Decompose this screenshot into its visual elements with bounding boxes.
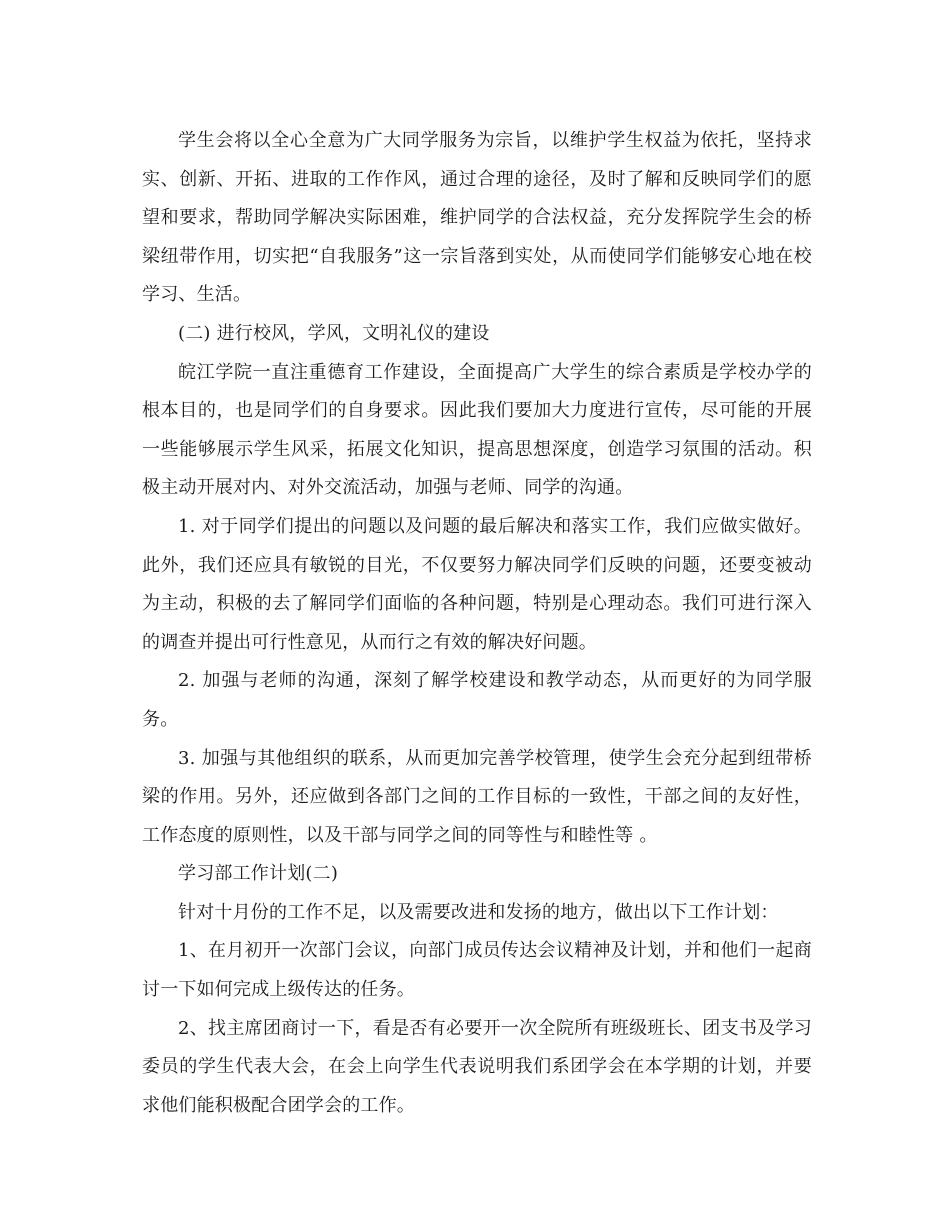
paragraph-item-2-teacher-communication: 2. 加强与老师的沟通，深刻了解学校建设和教学动态，从而更好的为同学服务。: [142, 670, 812, 730]
document-body: [142, 122, 812, 1125]
paragraph-item-1-problem-solving: 1. 对于同学们提出的问题以及问题的最后解决和落实工作，我们应做实做好。此外，我们还应具有敏锐的目光，不仅要努力解决同学们反映的问题，还要变被动为主动，积极的去了解同学们面临的各种问题，特别是心理动态。我们可进行深入的调查并提出可行性意见，从而行之有效的解决好问题。: [142, 515, 812, 653]
paragraph-student-union-purpose: 学生会将以全心全意为广大同学服务为宗旨，以维护学生权益为依托，坚持求实、创新、开拓、进取的工作作风，通过合理的途径，及时了解和反映同学们的愿望和要求，帮助同学解决实际困难，维护同学的合法权益，充分发挥院学生会的桥梁纽带作用，切实把“自我服务”这一宗旨落到实处，从而使同学们能够安心地在校学习、生活。: [142, 130, 812, 306]
section-heading-campus-style: (二) 进行校风，学风，文明礼仪的建设: [178, 322, 490, 344]
paragraph-item-3-organization-liaison: 3. 加强与其他组织的联系，从而更加完善学校管理，使学生会充分起到纽带桥梁的作用。另外，还应做到各部门之间的工作目标的一致性，干部之间的友好性，工作态度的原则性，以及干部与同学之间的同等性与和睦性等 。: [142, 747, 812, 846]
paragraph-plan-item-2: 2、找主席团商讨一下，看是否有必要开一次全院所有班级班长、团支书及学习委员的学生代表大会，在会上向学生代表说明我们系团学会在本学期的计划，并要求他们能积极配合团学会的工作。: [142, 1017, 812, 1116]
paragraph-moral-education: 皖江学院一直注重德育工作建设，全面提高广大学生的综合素质是学校办学的根本目的，也是同学们的自身要求。因此我们要加大力度进行宣传，尽可能的开展一些能够展示学生风采，拓展文化知识，提高思想深度，创造学习氛围的活动。积极主动开展对内、对外交流活动，加强与老师、同学的沟通。: [142, 361, 812, 499]
paragraph-plan-item-1: 1、在月初开一次部门会议，向部门成员传达会议精神及计划，并和他们一起商讨一下如何完成上级传达的任务。: [142, 940, 812, 1001]
section-heading-study-plan-2: 学习部工作计划(二): [178, 863, 339, 885]
paragraph-october-plan-intro: 针对十月份的工作不足，以及需要改进和发扬的地方，做出以下工作计划：: [178, 901, 779, 923]
